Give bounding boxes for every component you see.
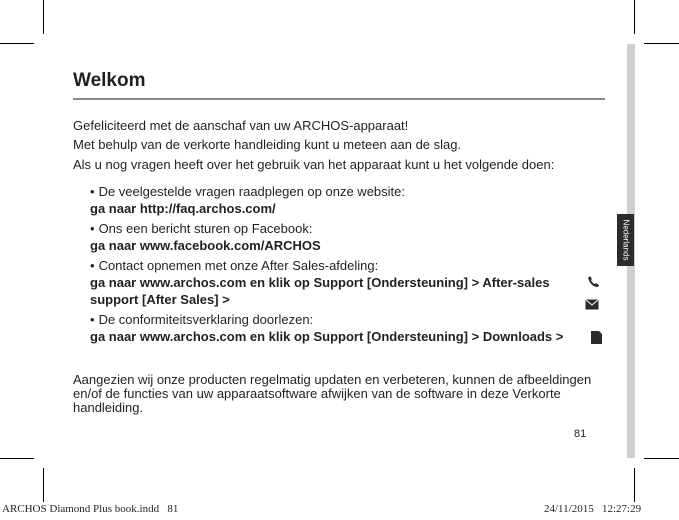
- page-title: Welkom: [73, 70, 146, 91]
- contact-label: • Contact opnemen met onze After Sales-afdeling:: [90, 258, 379, 273]
- bullet: •: [90, 258, 95, 273]
- contact-link[interactable]: ga naar www.facebook.com/ARCHOS: [90, 238, 321, 253]
- bullet: •: [90, 184, 95, 199]
- contact-link[interactable]: ga naar http://faq.archos.com/: [90, 201, 276, 216]
- language-tab-label: Nederlands: [621, 219, 630, 261]
- contact-item: [90, 257, 590, 308]
- crop-mark-br-v: [634, 468, 635, 502]
- crop-mark-bl-h: [0, 458, 34, 459]
- phone-icon: [587, 275, 600, 293]
- crop-mark-tr-h: [644, 43, 679, 44]
- intro-line: Gefeliciteerd met de aanschaf van uw ARCHOS-apparaat!: [73, 118, 409, 133]
- crop-mark-br-h: [644, 458, 679, 459]
- contact-link[interactable]: ga naar www.archos.com en klik op Support [Ondersteuning] > Downloads >: [90, 329, 564, 344]
- intro-text: [73, 116, 598, 174]
- contact-item: [90, 311, 590, 345]
- language-tab: [617, 214, 634, 266]
- contact-item: [90, 220, 590, 254]
- slug-file: ARCHOS Diamond Plus book.indd 81: [2, 503, 179, 515]
- contact-label: • De veelgestelde vragen raadplegen op onze website:: [90, 184, 405, 199]
- contact-list: [90, 183, 590, 348]
- document-icon: [591, 331, 602, 349]
- slug-timestamp: 24/11/2015 12:27:29: [544, 503, 642, 515]
- contact-label: • Ons een bericht sturen op Facebook:: [90, 221, 313, 236]
- contact-label: • De conformiteitsverklaring doorlezen:: [90, 312, 314, 327]
- bullet: •: [90, 312, 95, 327]
- page-number: 81: [574, 428, 587, 440]
- title-rule: [73, 98, 605, 100]
- update-note: Aangezien wij onze producten regelmatig updaten en verbeteren, kunnen de afbeeldingen en/of de functies van uw apparaatsoftware afwijken van de software in deze Verkorte handleiding.: [73, 372, 592, 415]
- mail-icon: [585, 297, 599, 315]
- crop-mark-bl-v: [43, 468, 44, 502]
- intro-line: Met behulp van de verkorte handleiding kunt u meteen aan de slag.: [73, 137, 462, 153]
- crop-mark-tl-h: [0, 43, 34, 44]
- crop-mark-tr-v: [634, 0, 635, 34]
- contact-link[interactable]: ga naar www.archos.com en klik op Support [Ondersteuning] > After-sales support [After Sales] >: [90, 275, 550, 307]
- contact-item: [90, 183, 590, 217]
- bullet: •: [90, 221, 95, 236]
- crop-mark-tl-v: [43, 0, 44, 34]
- intro-line: Als u nog vragen heeft over het gebruik van het apparaat kunt u het volgende doen:: [73, 156, 555, 172]
